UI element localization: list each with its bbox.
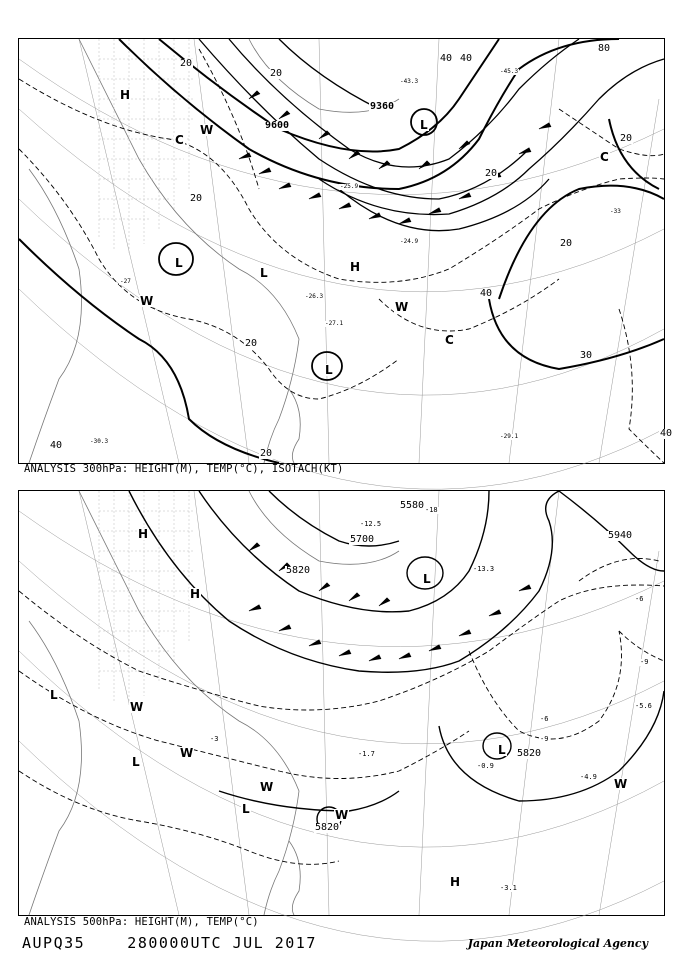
isotach-label: 20 <box>560 238 573 249</box>
coastline <box>29 39 399 463</box>
height-label: 5820 <box>286 565 311 576</box>
map-300-svg <box>19 39 664 463</box>
temperature-label: -25.9 <box>340 183 359 190</box>
isotach-label: 20 <box>620 133 633 144</box>
warm-center: W <box>335 808 349 822</box>
low-contours <box>317 557 511 831</box>
temperature-label: -24.9 <box>400 238 419 245</box>
temperature-label: -29.1 <box>500 433 519 440</box>
caption-300hpa: ANALYSIS 300hPa: HEIGHT(M), TEMP(°C), ISOTACH(KT) <box>24 463 344 475</box>
temperature-label: -1.7 <box>358 750 375 758</box>
low-center: L <box>242 802 250 816</box>
warm-center: W <box>614 777 628 791</box>
isotach-label: 20 <box>485 168 498 179</box>
low-center: L <box>498 743 506 757</box>
height-label: 9600 <box>265 120 290 131</box>
high-center: H <box>450 875 461 889</box>
temperature-label: -3 <box>210 735 219 743</box>
isotach-label: 20 <box>180 58 193 69</box>
caption-500hpa: ANALYSIS 500hPa: HEIGHT(M), TEMP(°C) <box>24 916 259 928</box>
temperature-label: -27 <box>120 278 131 285</box>
height-contours <box>19 39 664 463</box>
analysis-300hpa-map <box>18 38 673 464</box>
warm-center: W <box>260 780 274 794</box>
low-center: L <box>175 256 183 270</box>
temperature-label: -0.9 <box>477 762 494 770</box>
cold-center: C <box>445 333 454 347</box>
height-label: 5820 <box>517 748 542 759</box>
temperature-label: -6 <box>540 715 549 723</box>
map-500-svg <box>19 491 664 915</box>
height-label: 5700 <box>350 534 375 545</box>
warm-center: W <box>180 746 194 760</box>
temperature-label: -33 <box>610 208 621 215</box>
low-center: L <box>132 755 140 769</box>
high-center: H <box>350 260 361 274</box>
height-label: 5580 <box>400 500 425 511</box>
temperature-label: -3.1 <box>500 884 517 892</box>
low-center: L <box>420 118 428 132</box>
isotach-label: 40 <box>660 428 673 439</box>
warm-center: W <box>130 700 144 714</box>
temperature-label: -30.3 <box>90 438 109 445</box>
temperature-label: -9 <box>640 658 649 666</box>
bulletin-header: AUPQ35 280000UTC JUL 2017 <box>22 934 317 952</box>
graticule <box>19 39 664 489</box>
isotherms <box>19 49 664 463</box>
isotach-label: 20 <box>260 448 273 459</box>
low-center: L <box>260 266 268 280</box>
temperature-label: -18 <box>425 506 438 514</box>
height-contours <box>129 491 664 811</box>
temperature-label: -45.3 <box>500 68 519 75</box>
agency-name: Japan Meteorological Agency <box>467 937 648 950</box>
high-center: H <box>190 587 201 601</box>
low-center: L <box>50 688 58 702</box>
isotach-label: 40 <box>50 440 63 451</box>
analysis-500hpa-map <box>18 490 665 916</box>
height-label: 5940 <box>608 530 633 541</box>
isotach-label: 20 <box>190 193 203 204</box>
low-center: L <box>423 572 431 586</box>
isotach-label: 30 <box>580 350 593 361</box>
high-center: H <box>138 527 149 541</box>
temperature-label: -43.3 <box>400 78 419 85</box>
temperature-label: -12.5 <box>360 520 382 528</box>
temperature-label: -26.3 <box>305 293 324 300</box>
coastline <box>29 491 399 915</box>
low-center: L <box>325 363 333 377</box>
temperature-label: -13.3 <box>473 565 495 573</box>
isotach-label: 40 <box>460 53 473 64</box>
graticule <box>19 491 664 941</box>
cold-center: C <box>600 150 609 164</box>
temperature-label: -5.6 <box>635 702 652 710</box>
temperature-label: -9 <box>540 735 549 743</box>
wind-barbs <box>249 543 531 661</box>
isotach-label: 40 <box>480 288 493 299</box>
height-label: 5820 <box>315 822 340 833</box>
isotach-label: 80 <box>598 43 611 54</box>
warm-center: W <box>200 123 214 137</box>
temperature-label: -6 <box>635 595 644 603</box>
isotach-label: 20 <box>245 338 258 349</box>
warm-center: W <box>395 300 409 314</box>
temperature-label: -4.9 <box>580 773 597 781</box>
temperature-label: -27.1 <box>325 320 344 327</box>
height-label: 9360 <box>370 101 395 112</box>
warm-center: W <box>140 294 154 308</box>
cold-center: C <box>175 133 184 147</box>
high-center: H <box>120 88 131 102</box>
isotach-label: 20 <box>270 68 283 79</box>
isotach-label: 40 <box>440 53 453 64</box>
